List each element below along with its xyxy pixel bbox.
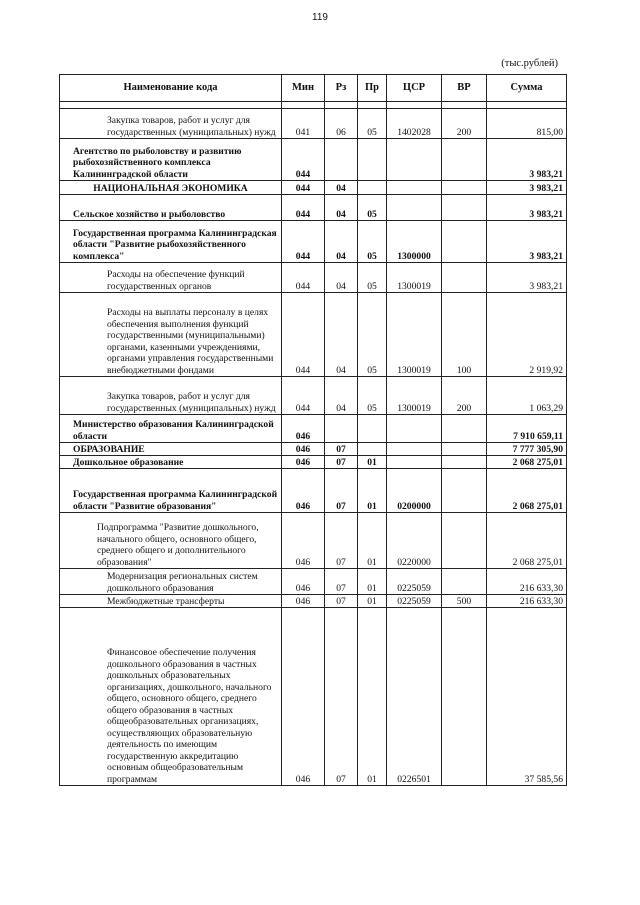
row-name: НАЦИОНАЛЬНАЯ ЭКОНОМИКА <box>60 181 282 195</box>
row-vr <box>442 415 487 443</box>
row-sum: 1 063,29 <box>487 377 567 415</box>
row-csr: 1402028 <box>387 109 442 139</box>
row-rz: 04 <box>325 221 358 263</box>
row-rz: 04 <box>325 263 358 293</box>
row-rz: 07 <box>325 469 358 513</box>
table-row <box>60 139 567 181</box>
row-name: ОБРАЗОВАНИЕ <box>60 443 282 456</box>
budget-table <box>59 74 567 786</box>
row-vr: 500 <box>442 595 487 608</box>
row-vr <box>442 608 487 786</box>
row-min: 046 <box>282 513 325 569</box>
table-row <box>60 263 567 293</box>
row-csr: 0200000 <box>387 469 442 513</box>
row-pr: 05 <box>358 195 387 221</box>
row-pr <box>358 139 387 181</box>
row-csr <box>387 181 442 195</box>
row-min: 044 <box>282 377 325 415</box>
row-sum: 7 910 659,11 <box>487 415 567 443</box>
row-rz: 07 <box>325 608 358 786</box>
table-row <box>60 415 567 443</box>
table-header <box>60 75 567 102</box>
row-csr <box>387 415 442 443</box>
row-name: Подпрограмма "Развитие дошкольного, начального общего, основного общего, среднего общего и дополнительного образования" <box>60 513 282 569</box>
row-csr: 1300019 <box>387 263 442 293</box>
row-vr: 200 <box>442 377 487 415</box>
header-rz: Рз <box>325 75 358 102</box>
row-name: Государственная программа Калининградской области "Развитие образования" <box>60 469 282 513</box>
row-sum: 2 068 275,01 <box>487 513 567 569</box>
row-vr <box>442 569 487 595</box>
row-min: 046 <box>282 569 325 595</box>
row-pr <box>358 181 387 195</box>
row-name: Сельское хозяйство и рыболовство <box>60 195 282 221</box>
row-csr: 0225059 <box>387 569 442 595</box>
row-min: 046 <box>282 595 325 608</box>
row-vr <box>442 263 487 293</box>
table-row <box>60 456 567 469</box>
row-pr: 05 <box>358 221 387 263</box>
row-vr <box>442 195 487 221</box>
row-min: 046 <box>282 415 325 443</box>
row-vr <box>442 443 487 456</box>
row-min: 046 <box>282 456 325 469</box>
header-vr: ВР <box>442 75 487 102</box>
row-sum: 2 919,92 <box>487 293 567 377</box>
row-csr <box>387 443 442 456</box>
row-min: 044 <box>282 181 325 195</box>
row-min: 044 <box>282 139 325 181</box>
row-min: 046 <box>282 443 325 456</box>
row-sum: 2 068 275,01 <box>487 469 567 513</box>
row-pr: 05 <box>358 263 387 293</box>
table-row <box>60 569 567 595</box>
row-name: Расходы на выплаты персоналу в целях обеспечения выполнения функций государственными (муниципальными) органами, казенными учреждениями, органами управления государственными внебюджетными фондами <box>60 293 282 377</box>
row-pr: 01 <box>358 569 387 595</box>
row-min: 046 <box>282 469 325 513</box>
row-rz <box>325 139 358 181</box>
row-sum: 2 068 275,01 <box>487 456 567 469</box>
header-sum: Сумма <box>487 75 567 102</box>
row-csr: 1300000 <box>387 221 442 263</box>
table-row <box>60 608 567 786</box>
row-csr: 0226501 <box>387 608 442 786</box>
row-sum: 216 633,30 <box>487 569 567 595</box>
row-sum: 3 983,21 <box>487 139 567 181</box>
row-pr <box>358 443 387 456</box>
table-row <box>60 595 567 608</box>
row-sum: 3 983,21 <box>487 195 567 221</box>
row-name: Государственная программа Калининградская области "Развитие рыбохозяйственного комплекса" <box>60 221 282 263</box>
row-pr: 05 <box>358 377 387 415</box>
row-sum: 3 983,21 <box>487 221 567 263</box>
row-name: Закупка товаров, работ и услуг для государственных (муниципальных) нужд <box>60 377 282 415</box>
table-row <box>60 195 567 221</box>
row-min: 046 <box>282 608 325 786</box>
row-pr <box>358 415 387 443</box>
header-name: Наименование кода <box>60 75 282 102</box>
row-rz: 07 <box>325 513 358 569</box>
row-rz: 07 <box>325 569 358 595</box>
table-row <box>60 377 567 415</box>
table-row <box>60 293 567 377</box>
row-name: Финансовое обеспечение получения дошкольного образования в частных дошкольных образовательных организациях, дошкольного, начального общего, основного общего, среднего общего образования в частных общеобразовательных организациях, осуществляющих образовательную деятельность по имеющим государственную аккредитацию основным общеобразовательным программам <box>60 608 282 786</box>
row-pr: 05 <box>358 293 387 377</box>
row-pr: 01 <box>358 608 387 786</box>
row-csr <box>387 139 442 181</box>
row-csr: 1300019 <box>387 377 442 415</box>
row-pr: 01 <box>358 595 387 608</box>
row-pr: 01 <box>358 513 387 569</box>
row-vr <box>442 221 487 263</box>
row-csr <box>387 456 442 469</box>
row-sum: 216 633,30 <box>487 595 567 608</box>
table-row <box>60 513 567 569</box>
row-vr <box>442 469 487 513</box>
row-name: Межбюджетные трансферты <box>60 595 282 608</box>
row-csr: 1300019 <box>387 293 442 377</box>
row-csr: 0225059 <box>387 595 442 608</box>
table-row <box>60 469 567 513</box>
row-name: Закупка товаров, работ и услуг для государственных (муниципальных) нужд <box>60 109 282 139</box>
row-sum: 3 983,21 <box>487 263 567 293</box>
row-vr <box>442 456 487 469</box>
row-sum: 37 585,56 <box>487 608 567 786</box>
row-vr: 100 <box>442 293 487 377</box>
row-vr <box>442 139 487 181</box>
table-row <box>60 109 567 139</box>
row-rz: 07 <box>325 595 358 608</box>
row-rz: 07 <box>325 456 358 469</box>
spacer-row <box>60 102 567 109</box>
row-csr <box>387 195 442 221</box>
row-rz <box>325 415 358 443</box>
row-name: Дошкольное образование <box>60 456 282 469</box>
row-rz: 04 <box>325 377 358 415</box>
row-pr: 05 <box>358 109 387 139</box>
row-vr: 200 <box>442 109 487 139</box>
header-pr: Пр <box>358 75 387 102</box>
row-min: 044 <box>282 195 325 221</box>
row-rz: 07 <box>325 443 358 456</box>
row-vr <box>442 181 487 195</box>
row-sum: 815,00 <box>487 109 567 139</box>
row-min: 044 <box>282 221 325 263</box>
row-rz: 04 <box>325 195 358 221</box>
row-name: Расходы на обеспечение функций государственных органов <box>60 263 282 293</box>
row-sum: 7 777 305,90 <box>487 443 567 456</box>
row-min: 044 <box>282 263 325 293</box>
table-row <box>60 221 567 263</box>
row-name: Министерство образования Калининградской области <box>60 415 282 443</box>
table-row <box>60 443 567 456</box>
row-rz: 04 <box>325 181 358 195</box>
header-min: Мин <box>282 75 325 102</box>
row-min: 044 <box>282 293 325 377</box>
row-pr: 01 <box>358 469 387 513</box>
page-number: 119 <box>312 12 328 23</box>
row-pr: 01 <box>358 456 387 469</box>
row-vr <box>442 513 487 569</box>
table-row <box>60 181 567 195</box>
row-rz: 04 <box>325 293 358 377</box>
units-label: (тыс.рублей) <box>501 58 558 69</box>
row-name: Агентство по рыболовству и развитию рыбохозяйственного комплекса Калининградской области <box>60 139 282 181</box>
header-csr: ЦСР <box>387 75 442 102</box>
row-name: Модернизация региональных систем дошкольного образования <box>60 569 282 595</box>
row-sum: 3 983,21 <box>487 181 567 195</box>
row-rz: 06 <box>325 109 358 139</box>
row-min: 041 <box>282 109 325 139</box>
row-csr: 0220000 <box>387 513 442 569</box>
